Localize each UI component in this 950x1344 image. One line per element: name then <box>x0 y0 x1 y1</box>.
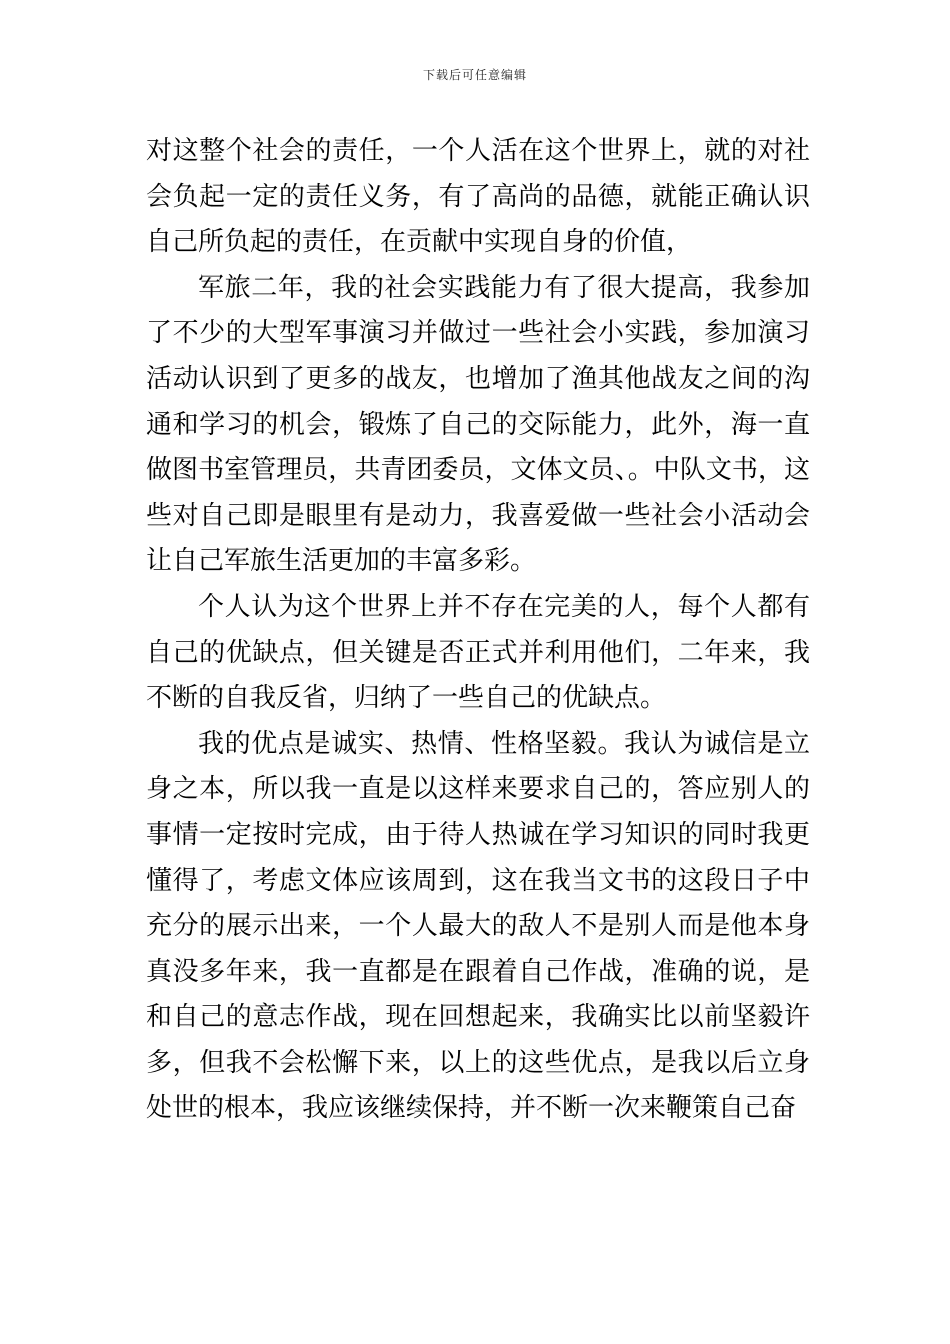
document-body <box>146 129 810 1132</box>
paragraph-1: 对这整个社会的责任，一个人活在这个世界上，就的对社会负起一定的责任义务，有了高尚的品德，就能正确认识自己所负起的责任，在贡献中实现自身的价值， <box>146 136 810 258</box>
paragraph-2: 军旅二年，我的社会实践能力有了很大提高，我参加了不少的大型军事演习并做过一些社会小实践，参加演习活动认识到了更多的战友，也增加了渔其他战友之间的沟通和学习的机会，锻炼了自己的交际能力，此外，海一直做图书室管理员，共青团委员，文体文员、。中队文书，这些对自己即是眼里有是动力，我喜爱做一些社会小活动会让自己军旅生活更加的丰富多彩。 <box>146 272 810 577</box>
page-header: 下载后可任意编辑 <box>422 68 527 82</box>
paragraph-4: 我的优点是诚实、热情、性格坚毅。我认为诚信是立身之本，所以我一直是以这样来要求自己的，答应别人的事情一定按时完成，由于待人热诚在学习知识的同时我更懂得了，考虑文体应该周到，这在我当文书的这段日子中充分的展示出来，一个人最大的敌人不是别人而是他本身真没多年来，我一直都是在跟着自己作战，准确的说，是和自己的意志作战，现在回想起来，我确实比以前坚毅许多，但我不会松懈下来，以上的这些优点，是我以后立身处世的根本，我应该继续保持，并不断一次来鞭策自己奋 <box>146 728 810 1124</box>
paragraph-3: 个人认为这个世界上并不存在完美的人，每个人都有自己的优缺点，但关键是否正式并利用他们，二年来，我不断的自我反省，归纳了一些自己的优缺点。 <box>146 591 810 714</box>
